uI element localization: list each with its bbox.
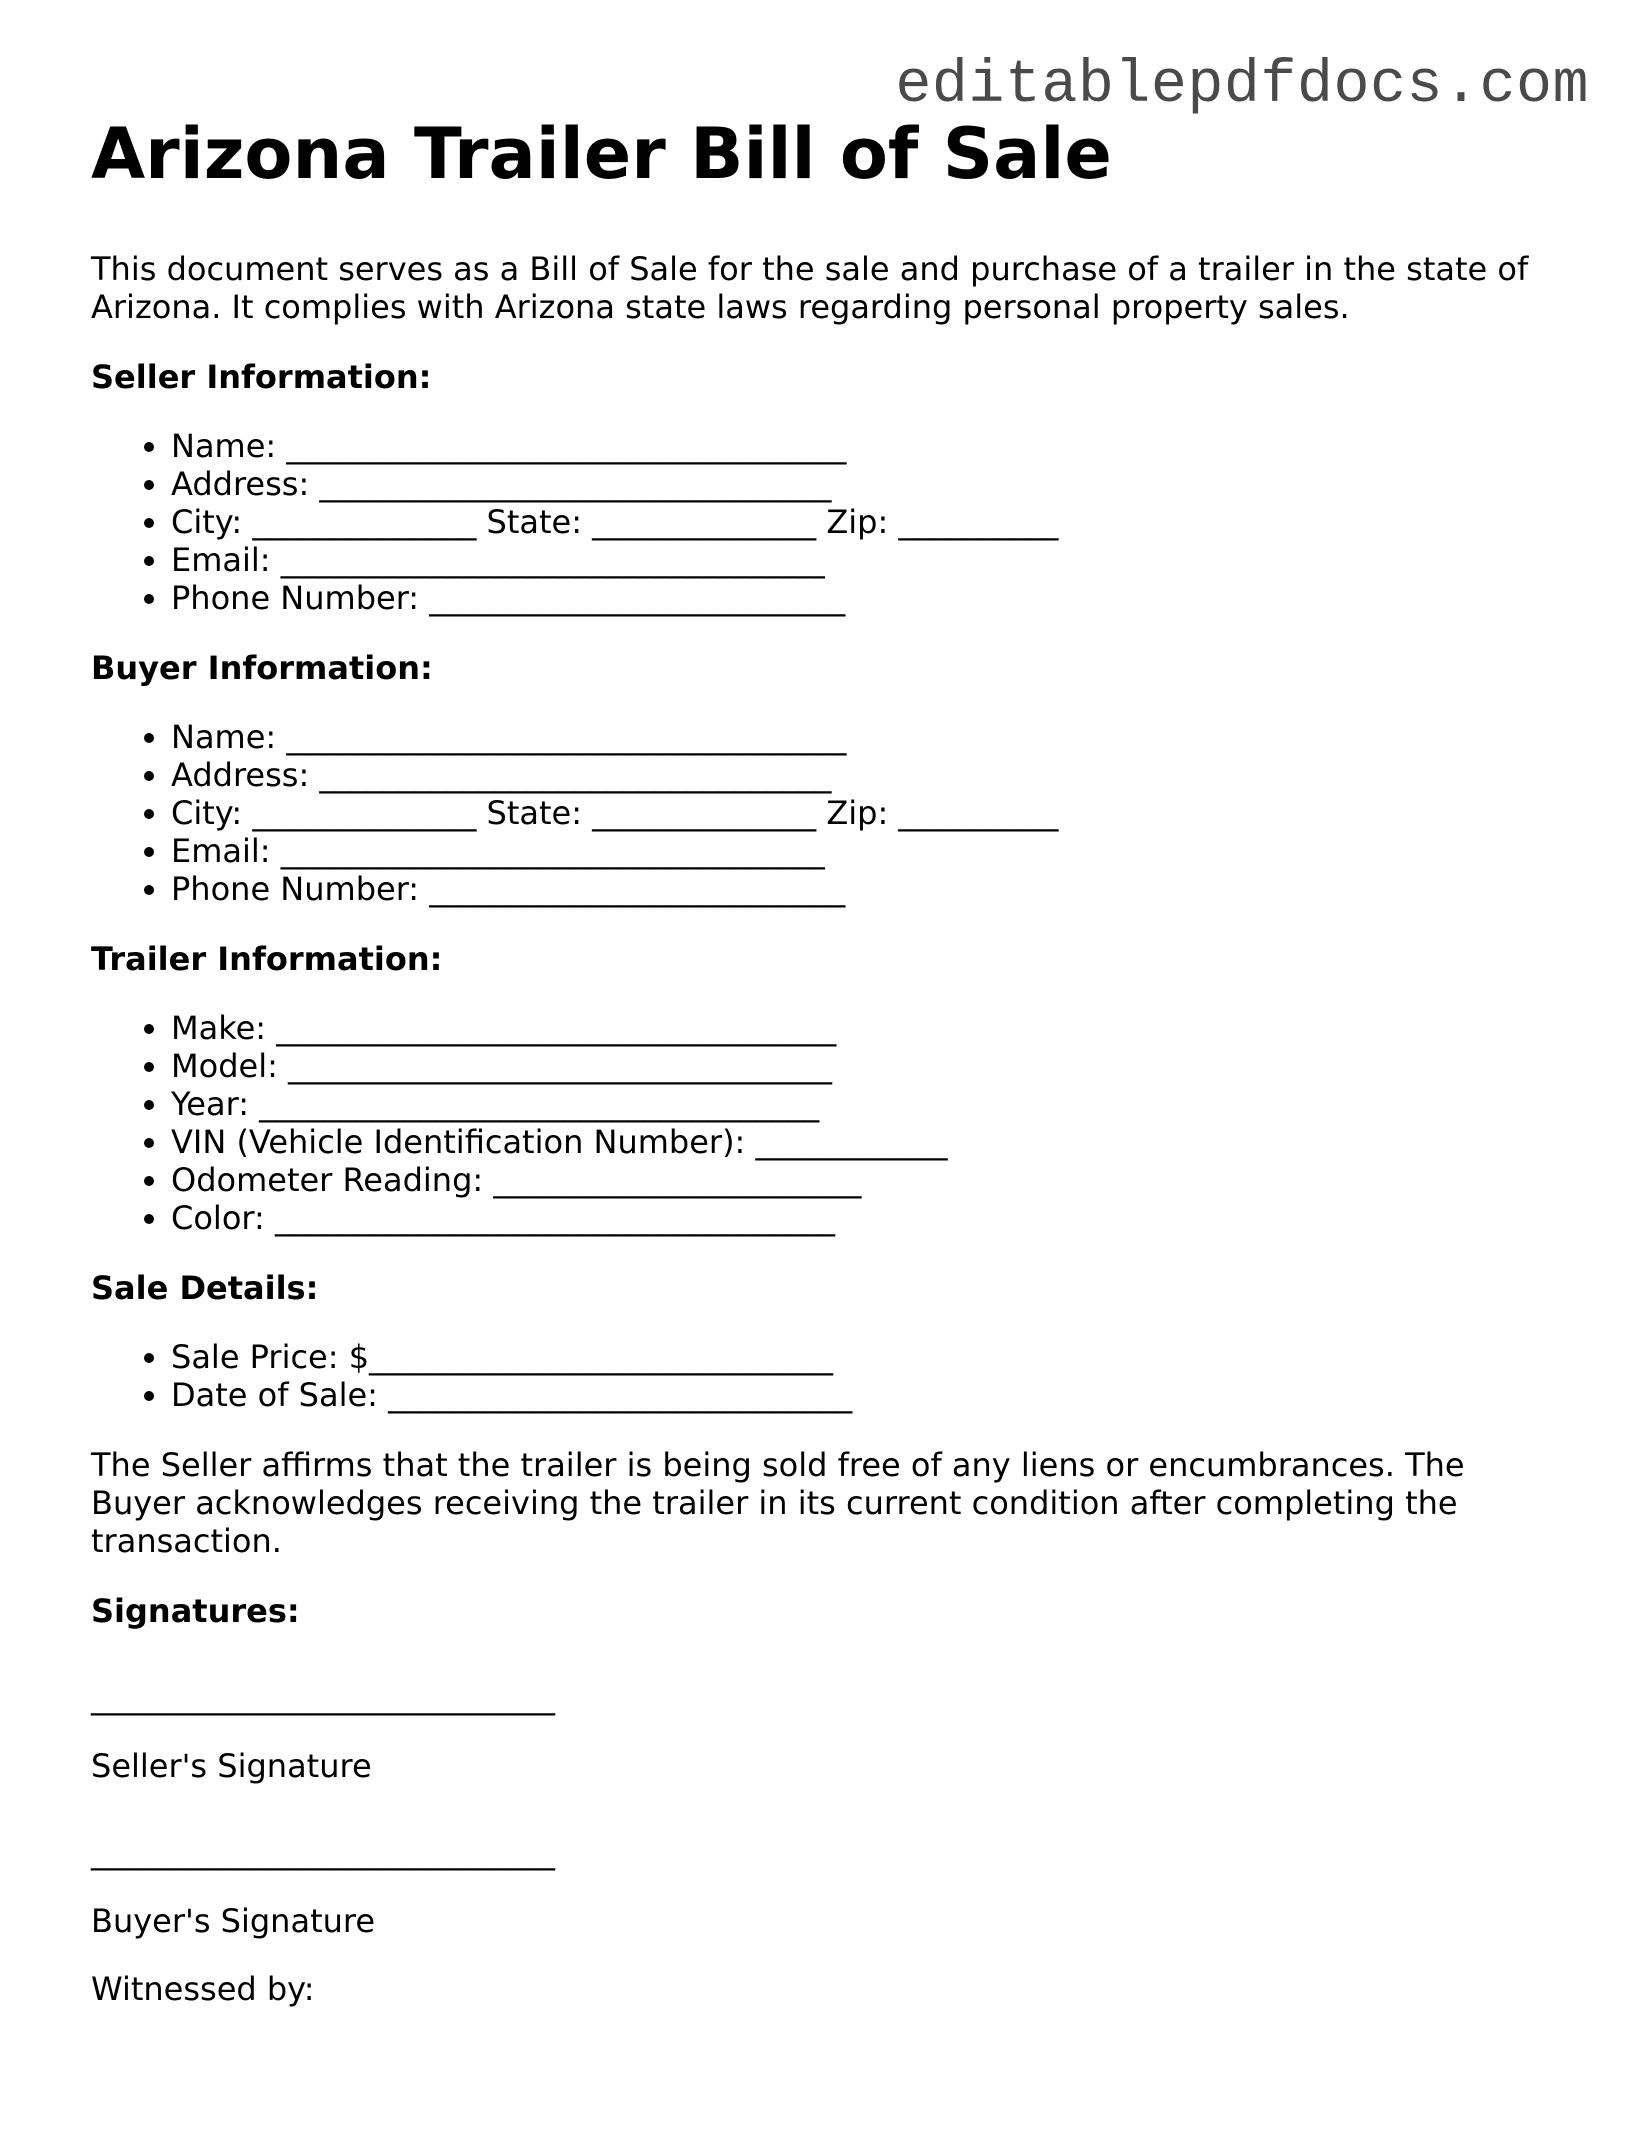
trailer-heading: Trailer Information: bbox=[91, 940, 443, 978]
buyer-signature-label: Buyer's Signature bbox=[91, 1902, 376, 1940]
buyer-city-state-zip-field[interactable]: • City: ______________ State: ______________ Zip: __________ bbox=[171, 794, 1561, 832]
sale-details-heading: Sale Details: bbox=[91, 1269, 319, 1307]
signatures-heading: Signatures: bbox=[91, 1592, 300, 1630]
trailer-make-field[interactable]: • Make: ___________________________________ bbox=[171, 1009, 1561, 1047]
seller-signature-label: Seller's Signature bbox=[91, 1747, 372, 1785]
seller-city-state-zip-field[interactable]: • City: ______________ State: ______________ Zip: __________ bbox=[171, 503, 1561, 541]
sale-price-field[interactable]: • Sale Price: $_____________________________ bbox=[171, 1338, 1561, 1376]
bill-of-sale-document bbox=[91, 112, 1561, 2008]
trailer-year-field[interactable]: • Year: ___________________________________ bbox=[171, 1085, 1561, 1123]
buyer-address-field[interactable]: • Address: ________________________________ bbox=[171, 756, 1561, 794]
seller-name-field[interactable]: • Name: ___________________________________ bbox=[171, 427, 1561, 465]
buyer-email-field[interactable]: • Email: __________________________________ bbox=[171, 832, 1561, 870]
sale-date-field[interactable]: • Date of Sale: _____________________________ bbox=[171, 1376, 1561, 1414]
trailer-model-field[interactable]: • Model: __________________________________ bbox=[171, 1047, 1561, 1085]
page-title: Arizona Trailer Bill of Sale bbox=[91, 113, 1112, 195]
seller-phone-field[interactable]: • Phone Number: __________________________ bbox=[171, 579, 1561, 617]
intro-paragraph: This document serves as a Bill of Sale for the sale and purchase of a trailer in the state of Arizona. It complies with Arizona state laws regarding personal property sales. bbox=[91, 250, 1529, 326]
seller-field-list bbox=[91, 427, 1561, 617]
sale-field-list bbox=[91, 1338, 1561, 1414]
seller-heading: Seller Information: bbox=[91, 358, 432, 396]
witness-label: Witnessed by: bbox=[91, 1970, 315, 2008]
buyer-name-field[interactable]: • Name: ___________________________________ bbox=[171, 718, 1561, 756]
trailer-color-field[interactable]: • Color: ___________________________________ bbox=[171, 1199, 1561, 1237]
trailer-odometer-field[interactable]: • Odometer Reading: _______________________ bbox=[171, 1161, 1561, 1199]
buyer-field-list bbox=[91, 718, 1561, 908]
buyer-heading: Buyer Information: bbox=[91, 649, 433, 687]
trailer-vin-field[interactable]: • VIN (Vehicle Identification Number): ____________ bbox=[171, 1123, 1561, 1161]
affirmation-paragraph: The Seller affirms that the trailer is being sold free of any liens or encumbrances. The Buyer acknowledges receiving the trailer in its current condition after completing the transaction. bbox=[91, 1446, 1465, 1560]
seller-address-field[interactable]: • Address: ________________________________ bbox=[171, 465, 1561, 503]
buyer-phone-field[interactable]: • Phone Number: __________________________ bbox=[171, 870, 1561, 908]
trailer-field-list bbox=[91, 1009, 1561, 1237]
seller-email-field[interactable]: • Email: __________________________________ bbox=[171, 541, 1561, 579]
buyer-signature-line[interactable]: _____________________________ bbox=[91, 1833, 555, 1871]
site-watermark: editablepdfdocs.com bbox=[895, 52, 1589, 120]
seller-signature-line[interactable]: _____________________________ bbox=[91, 1678, 555, 1716]
